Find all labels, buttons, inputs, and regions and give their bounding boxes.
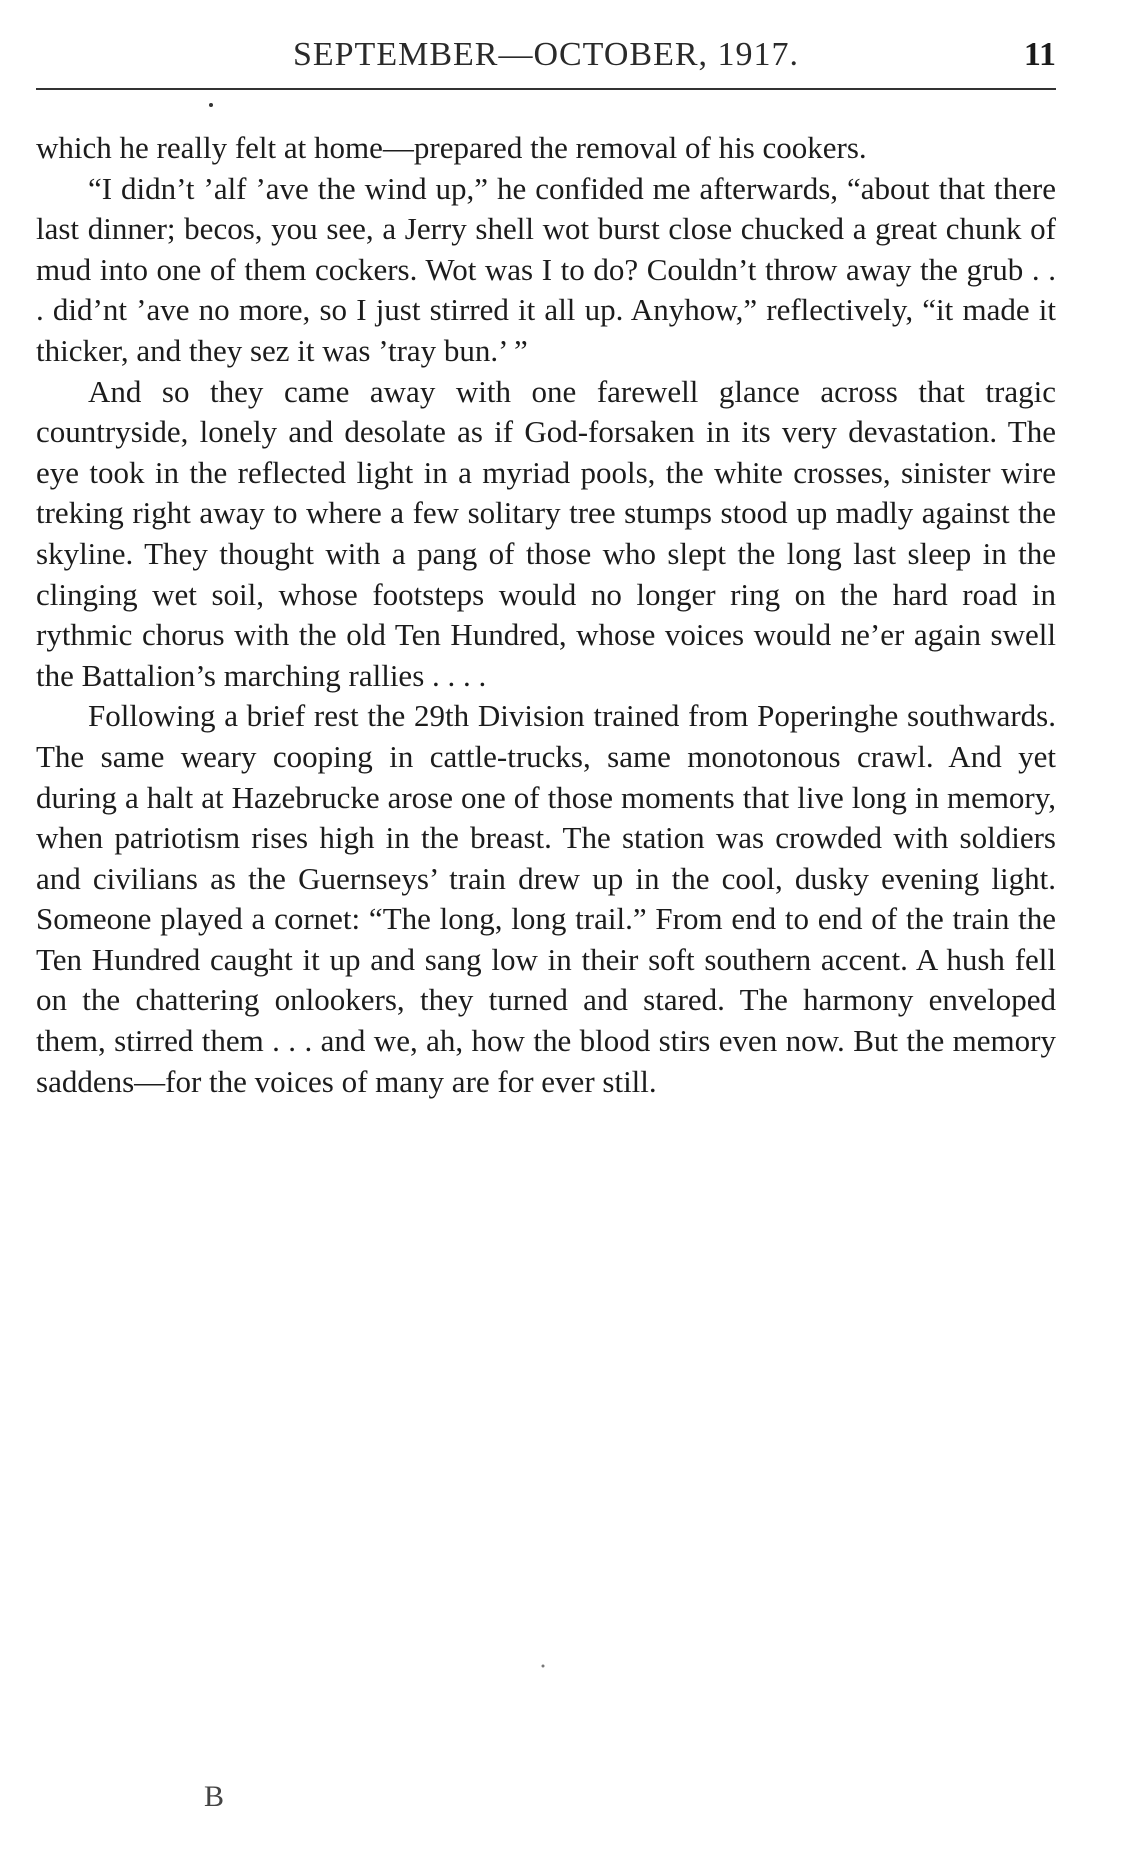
document-page bbox=[36, 0, 1056, 1859]
page-number: 11 bbox=[1023, 36, 1056, 73]
signature-mark: B bbox=[204, 1780, 225, 1813]
paragraph-dialogue: “I didn’t ’alf ’ave the wind up,” he confided me afterwards, “about that there last dinner; becos, you see, a Jerry shell wot burst close chucked a great chunk of mud into one of them cockers. Wot was I to do? Couldn’t throw away the grub . . . did’nt ’ave no more, so I just stirred it all up. Anyhow,” reflectively, “it made it thicker, and they sez it was ’tray bun.’ ” bbox=[36, 170, 1056, 368]
paragraph-continuation: which he really felt at home—prepared the removal of his cookers. bbox=[36, 130, 867, 165]
paper-specks bbox=[36, 0, 1056, 1859]
paragraph-farewell: And so they came away with one farewell glance across that tragic countryside, lonely and desolate as if God-forsaken in its very devastation. The eye took in the reflected light in a myriad pools, the white crosses, sinister wire treking right away to where a few solitary tree stumps stood up madly against the skyline. They thought with a pang of those who slept the long last sleep in the clinging wet soil, whose footsteps would no longer ring on the hard road in rythmic chorus with the old Ten Hundred, whose voices would ne’er again swell the Battalion’s marching rallies . . . . bbox=[36, 373, 1056, 693]
running-title: SEPTEMBER—OCTOBER, 1917. bbox=[292, 36, 800, 73]
speck-mark bbox=[542, 1665, 545, 1668]
paragraph-hazebrucke: Following a brief rest the 29th Division trained from Poperinghe southwards. The same weary cooping in cattle-trucks, same monotonous crawl. And yet during a halt at Hazebrucke arose one of those moments that live long in memory, when patriotism rises high in the breast. The station was crowded with soldiers and civilians as the Guernseys’ train drew up in the cool, dusky evening light. Someone played a cornet: “The long, long trail.” From end to end of the train the Ten Hundred caught it up and sang low in their soft southern accent. A hush fell on the chattering onlookers, they turned and stared. The harmony enveloped them, stirred them . . . and we, ah, how the blood stirs even now. But the memory saddens—for the voices of many are for ever still. bbox=[36, 698, 1056, 1099]
